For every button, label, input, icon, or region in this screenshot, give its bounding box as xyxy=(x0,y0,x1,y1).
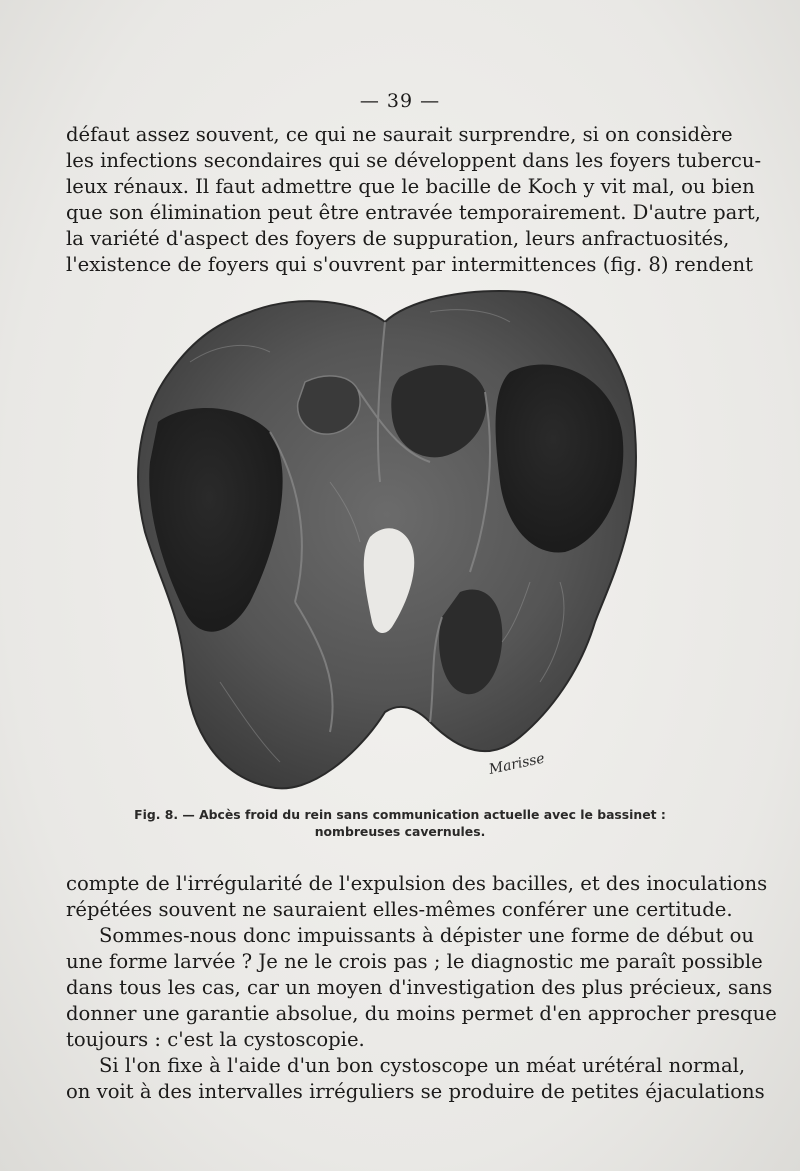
text-line: les infections secondaires qui se développent dans les foyers tubercu- xyxy=(66,149,762,172)
text-line: répétées souvent ne sauraient elles-mêmes conférer une certitude. xyxy=(66,898,733,921)
caption-line-1: — Abcès froid du rein sans communication actuelle avec le bassinet : xyxy=(178,807,666,822)
lower-paragraphs xyxy=(66,871,777,1105)
caption-line-2: nombreuses cavernules. xyxy=(314,824,486,839)
text-line: donner une garantie absolue, du moins permet d'en approcher presque xyxy=(66,1002,777,1025)
text-line: défaut assez souvent, ce qui ne saurait surprendre, si on considère xyxy=(66,123,733,146)
text-line: toujours : c'est la cystoscopie. xyxy=(66,1028,365,1051)
text-line: l'existence de foyers qui s'ouvrent par intermittences (fig. 8) rendent xyxy=(66,253,753,276)
page-number: — 39 — xyxy=(359,90,441,112)
upper-paragraph xyxy=(66,122,762,278)
figure-caption xyxy=(0,806,800,840)
text-line: leux rénaux. Il faut admettre que le bacille de Koch y vit mal, ou bien xyxy=(66,175,755,198)
text-line: la variété d'aspect des foyers de suppuration, leurs anfractuosités, xyxy=(66,227,730,250)
caption-label: Fig. 8. xyxy=(134,807,179,822)
text-line: compte de l'irrégularité de l'expulsion des bacilles, et des inoculations xyxy=(66,872,768,895)
text-line: on voit à des intervalles irréguliers se produire de petites éjaculations xyxy=(66,1080,765,1103)
text-line: une forme larvée ? Je ne le crois pas ; le diagnostic me paraît possible xyxy=(66,950,763,973)
kidney-illustration xyxy=(130,282,640,802)
text-line: Sommes-nous donc impuissants à dépister une forme de début ou xyxy=(99,924,755,947)
artist-signature: Marisse xyxy=(487,750,547,778)
text-line: Si l'on fixe à l'aide d'un bon cystoscope un méat urétéral normal, xyxy=(99,1054,746,1077)
text-line: que son élimination peut être entravée temporairement. D'autre part, xyxy=(66,201,761,224)
text-line: dans tous les cas, car un moyen d'investigation des plus précieux, sans xyxy=(66,976,773,999)
